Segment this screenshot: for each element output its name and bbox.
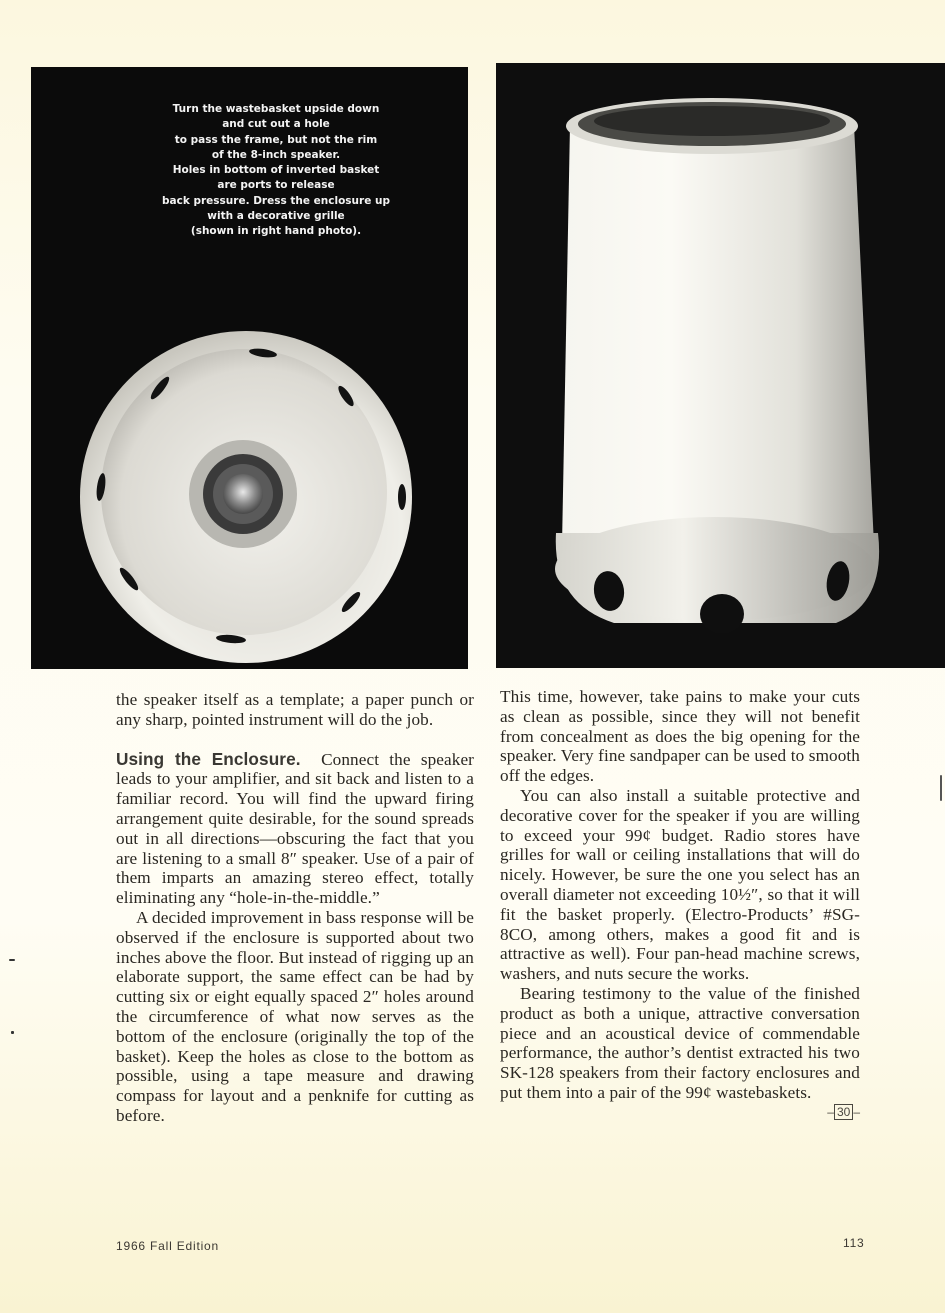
paragraph — [500, 983, 860, 1119]
section-heading: Using the Enclosure. — [116, 748, 301, 769]
wastebasket-bottom-photo — [31, 67, 468, 669]
paragraph-text: Bearing testimony to the value of the finished product as both a unique, attractive conversation piece and an acoustical device of commendable performance, the author’s dentist extracted his two SK-128 speakers from their factory enclosures and put them into a pair of the 99¢ wastebaskets. — [500, 983, 860, 1102]
end-mark-number: 30 — [834, 1104, 853, 1120]
paragraph — [116, 750, 474, 908]
paragraph: A decided improvement in bass response will be observed if the enclosure is supported about two inches above the floor. But instead of rigging up an elaborate support, the same effect can be had by cutting six or eight equally spaced 2″ holes around the circumference of what now serves as the bottom of the enclosure (originally the top of the basket). Keep the holes as close to the bottom as possible, using a tape measure and drawing compass for layout and a penknife for cutting as before. — [116, 907, 474, 1125]
paragraph: This time, however, take pains to make your cuts as clean as possible, since they will not benefit from concealment as does the big opening for the speaker. Very fine sandpaper can be used to smooth off the edges. — [500, 687, 860, 786]
wastebasket-enclosure-illustration — [496, 63, 945, 668]
wastebasket-enclosure-photo — [496, 63, 945, 668]
speaker-cap — [223, 474, 263, 514]
print-speck — [9, 959, 15, 961]
paragraph: the speaker itself as a template; a paper punch or any sharp, pointed instrument will do the job. — [116, 690, 474, 729]
page-number: 113 — [843, 1236, 865, 1250]
print-speck — [11, 1031, 14, 1034]
photo-caption: Turn the wastebasket upside down and cut out a hole to pass the frame, but not the rim of the 8-inch speaker. Holes in bottom of inverted basket are ports to release back pressure. Dress the enclosure up with a decorative grille (shown in right hand photo). — [162, 103, 390, 238]
basket-body — [562, 125, 874, 545]
footer-edition: 1966 Fall Edition — [116, 1239, 219, 1253]
paragraph-text: Connect the speaker leads to your amplifier, and sit back and listen to a familiar record. You will find the upward firing arrangement quite desirable, for the sound spreads out in all directions—obscuring the fact that you are listening to a small 8″ speaker. Use of a pair of them imparts an amazing stereo effect, totally eliminating any “hole-in-the-middle.” — [116, 749, 475, 908]
print-speck — [940, 775, 942, 801]
article-column-left — [116, 690, 474, 1126]
end-of-article-mark: – 30 – — [827, 1104, 860, 1119]
article-column-right — [500, 687, 860, 1123]
paragraph: You can also install a suitable protective and decorative cover for the speaker if you are willing to exceed your 99¢ budget. Radio stores have grilles for wall or ceiling installations that will do nicely. However, be sure the one you select has an overall diameter not exceeding 10½″, so that it will fit the basket properly. (Electro-Products’ #SG-8CO, among others, makes a good fit and is attractive as well). Four pan-head machine screws, washers, and nuts secure the works. — [500, 785, 860, 984]
